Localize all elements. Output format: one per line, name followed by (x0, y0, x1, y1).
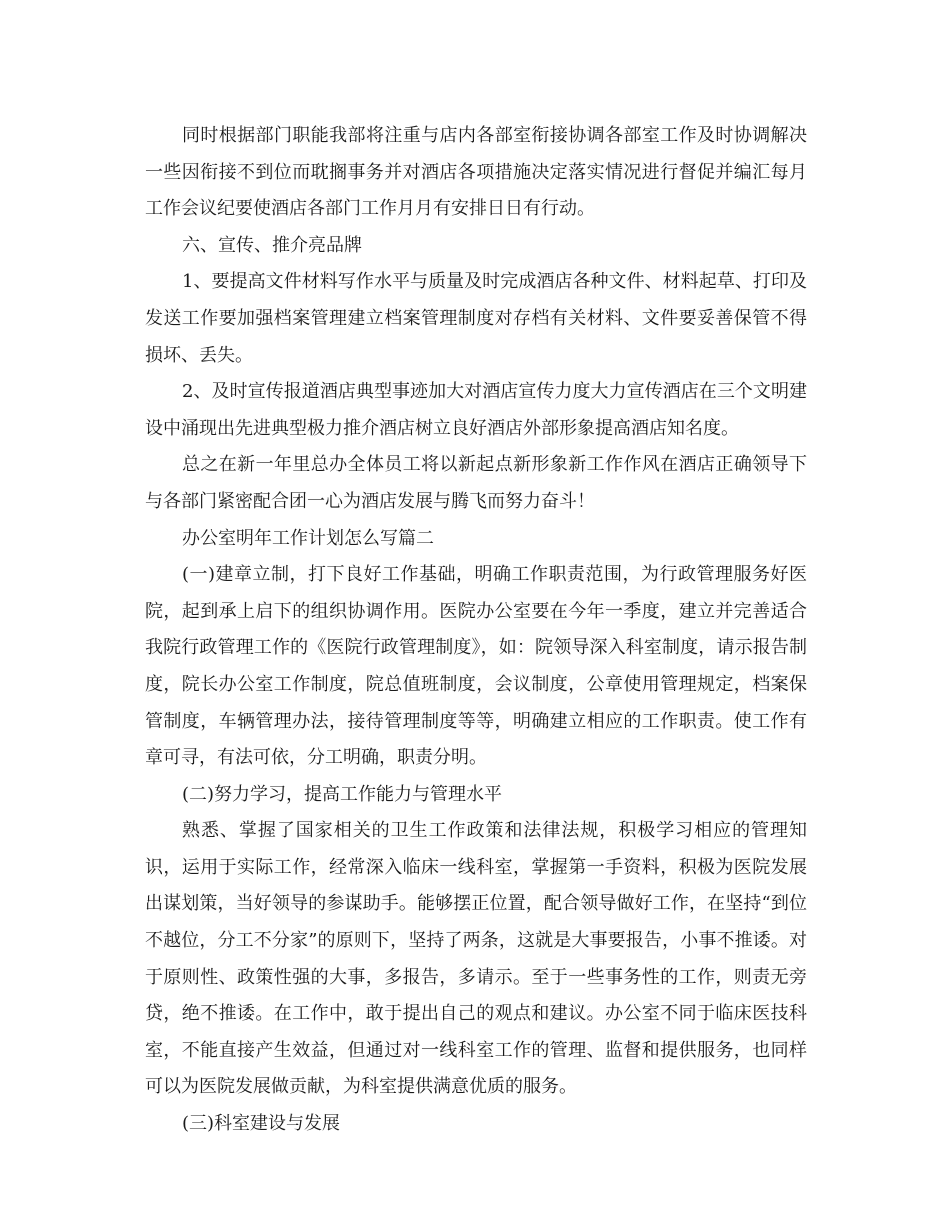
section-title-part-two: 办公室明年工作计划怎么写篇二 (182, 527, 434, 549)
paragraph-conclusion: 总之在新一年里总办全体员工将以新起点新形象新工作作风在酒店正确领导下与各部门紧密配合团一心为酒店发展与腾飞而努力奋斗！ (145, 454, 807, 512)
heading-section-2: (二)努力学习，提高工作能力与管理水平 (182, 783, 503, 805)
paragraph-item-2: 2、及时宣传报道酒店典型事迹加大对酒店宣传力度大力宣传酒店在三个文明建设中涌现出先进典型极力推介酒店树立良好酒店外部形象提高酒店知名度。 (145, 381, 807, 439)
document-body (145, 118, 807, 1143)
paragraph-section-2-body: 熟悉、掌握了国家相关的卫生工作政策和法律法规，积极学习相应的管理知识，运用于实际工作，经常深入临床一线科室，掌握第一手资料，积极为医院发展出谋划策，当好领导的参谋助手。能够摆正位置，配合领导做好工作，在坚持“到位不越位，分工不分家”的原则下，坚持了两条，这就是大事要报告，小事不推诿。对于原则性、政策性强的大事，多报告，多请示。至于一些事务性的工作，则责无旁贷，绝不推诿。在工作中，敢于提出自己的观点和建议。办公室不同于临床医技科室，不能直接产生效益，但通过对一线科室工作的管理、监督和提供服务，也同样可以为医院发展做贡献，为科室提供满意优质的服务。 (145, 820, 807, 1098)
heading-section-3: (三)科室建设与发展 (182, 1113, 341, 1135)
paragraph-coordination: 同时根据部门职能我部将注重与店内各部室衔接协调各部室工作及时协调解决一些因衔接不到位而耽搁事务并对酒店各项措施决定落实情况进行督促并编汇每月工作会议纪要使酒店各部门工作月月有安排日日有行动。 (145, 125, 807, 220)
paragraph-section-1: (一)建章立制，打下良好工作基础，明确工作职责范围，为行政管理服务好医院，起到承上启下的组织协调作用。医院办公室要在今年一季度，建立并完善适合我院行政管理工作的《医院行政管理制度》，如：院领导深入科室制度，请示报告制度，院长办公室工作制度，院总值班制度，会议制度，公章使用管理规定，档案保管制度，车辆管理办法，接待管理制度等等，明确建立相应的工作职责。使工作有章可寻，有法可依，分工明确，职责分明。 (145, 564, 807, 769)
paragraph-item-1: 1、要提高文件材料写作水平与质量及时完成酒店各种文件、材料起草、打印及发送工作要加强档案管理建立档案管理制度对存档有关材料、文件要妥善保管不得损坏、丢失。 (145, 271, 807, 366)
heading-publicity: 六、宣传、推介亮品牌 (182, 234, 362, 256)
